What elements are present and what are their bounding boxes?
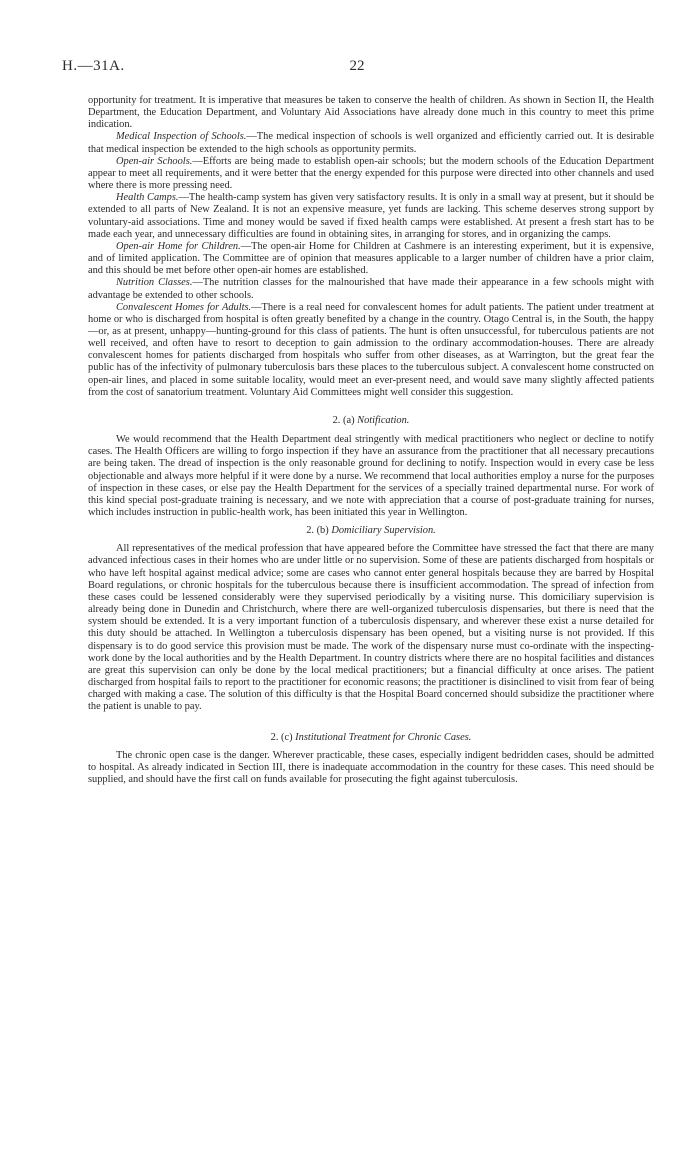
paragraph-title: Health Camps. bbox=[116, 192, 179, 204]
paragraph-title: Nutrition Classes. bbox=[116, 277, 193, 289]
section-heading-notification: 2. (a) Notification. bbox=[332, 414, 410, 426]
document-reference: H.—31A. bbox=[62, 58, 125, 74]
paragraph-title: Open-air Home for Children. bbox=[116, 240, 241, 252]
paragraph-title: Convalescent Homes for Adults. bbox=[116, 301, 252, 313]
section-paragraph-institutional-treatment: The chronic open case is the danger. Wherever practicable, these cases, especially indigent bedridden cases, should be admitted to hospital. As already indicated in Section III, there is inadequate accommodation in the country for these cases. This need should be supplied, and should have the first call on funds available for prosecuting the fight against tuberculosis. bbox=[88, 749, 654, 785]
page-number: 22 bbox=[349, 58, 365, 74]
document-body bbox=[88, 95, 654, 786]
paragraph-nutrition-classes: Nutrition Classes.—The nutrition classes for the malnourished that have made their appearance in a few schools might with advantage be extended to other schools. bbox=[88, 277, 654, 301]
section-paragraph-notification: We would recommend that the Health Department deal stringently with medical practitioners who neglect or decline to notify cases. The Health Officers are willing to forgo inspection if they have an assurance from the practitioner that all necessary precautions are being taken. The dread of inspection is the only reasonable ground for declining to notify. Inspection would in every case be less objectionable and always more helpful if it were done by a nurse. We recommend that local authorities employ a nurse for the purposes of inspection in these cases, or else pay the Health Department for the services of a specially trained departmental nurse. For work of this kind special post-graduate training is necessary, and we note with appreciation that a course of post-graduate training for nurses, which includes instruction in public-health work, has been initiated this year in Wellington. bbox=[88, 434, 654, 518]
section-heading-domiciliary-supervision: 2. (b) Domiciliary Supervision. bbox=[306, 525, 436, 537]
paragraph-convalescent-homes: Convalescent Homes for Adults.—There is a real need for convalescent homes for adult patients. The patient under treatment at home or who is discharged from hospital is often greatly benefited by a change in the country. Otago Central is, in the South, the happy—or, as at present, unhappy—hunting-ground for this class of patients. The hunt is often unsuccessful, for tuberculous patients are not well received, and often have to resort to deception to gain admission to the ordinary accommodation-houses. There are already convalescent homes for patients discharged from hospitals who suffer from other diseases, as at Warrington, but the great fear the public has of the infectivity of pulmonary tuberculosis bars these places to the tuberculous subject. A convalescent home constructed on open-air lines, and placed in some suitable locality, would meet an ever-present need, and would save many slightly affected patients from the cost of sanatorium treatment. Voluntary Aid Committees might well consider this suggestion. bbox=[88, 301, 654, 398]
paragraph-title: Medical Inspection of Schools. bbox=[116, 131, 247, 143]
section-heading-institutional-treatment: 2. (c) Institutional Treatment for Chronic Cases. bbox=[270, 731, 472, 743]
paragraph-title: Open-air Schools. bbox=[116, 155, 193, 167]
paragraph-medical-inspection: Medical Inspection of Schools.—The medical inspection of schools is well organized and efficiently carried out. It is desirable that medical inspection be extended to the high schools as opportunity permits. bbox=[88, 131, 654, 155]
paragraph-health-camps: Health Camps.—The health-camp system has given very satisfactory results. It is only in a small way at present, but it should be extended to all parts of New Zealand. It is not an expensive measure, yet funds are lacking. This scheme deserves strong support by voluntary-aid associations. Time and money would be saved if fixed health camps were established. At present a fresh start has to be made each year, and unnecessary difficulties are found in obtaining sites, in arranging for stores, and in organizing the camps. bbox=[88, 192, 654, 240]
section-paragraph-domiciliary-supervision: All representatives of the medical profession that have appeared before the Committee have stressed the fact that there are many advanced infectious cases in their homes who are under little or no supervision. Some of these are patients discharged from hospitals or who have left hospital against medical advice; some are cases who cannot enter general hospitals because they are barred by Hospital Board regulations, or chronic hospitals for the tuberculous because there is insufficient accommodation. The spread of infection from these cases could be lessened considerably were they supervised periodically by a visiting nurse. This domiciliary supervision is already being done in Dunedin and Christchurch, where there are well-organized tuberculosis dispensaries, but there is need that the system should be extended. It is a very important function of a tuberculosis dispensary, and wherever these exist a nurse detailed for this duty should be attached. In Wellington a tuberculosis dispensary has been opened, but a visiting nurse is not provided. If this dispensary is to do good service this provision must be made. The work of the dispensary nurse must co-ordinate with the inspecting-work done by the local authorities and by the Health Department. In country districts where there are no hospital facilities and distances are great this supervision can only be done by the local medical practitioners; but a financial difficulty at once arises. The patient discharged from hospital fails to report to the practitioner for economic reasons; the practitioner is disinclined to visit from fear of being charged with making a case. The solution of this difficulty is that the Hospital Board concerned should subsidize the practitioner where the patient is unable to pay. bbox=[88, 543, 654, 713]
paragraph-open-air-schools: Open-air Schools.—Efforts are being made to establish open-air schools; but the modern schools of the Education Department appear to meet all requirements, and it were better that the energy expended for this purpose were directed into other channels and used where there is more pressing need. bbox=[88, 155, 654, 192]
page-header bbox=[60, 58, 654, 78]
paragraph-open-air-home: Open-air Home for Children.—The open-air Home for Children at Cashmere is an interesting experiment, but it is expensive, and of limited application. The Committee are of opinion that measures applicable to a larger number of children have a prior claim, and this should be met before other open-air homes are established. bbox=[88, 240, 654, 277]
paragraph: opportunity for treatment. It is imperative that measures be taken to conserve the health of children. As shown in Section II, the Health Department, the Education Department, and Voluntary Aid Associations have already done much in this country to meet this prime indication. bbox=[88, 95, 654, 131]
